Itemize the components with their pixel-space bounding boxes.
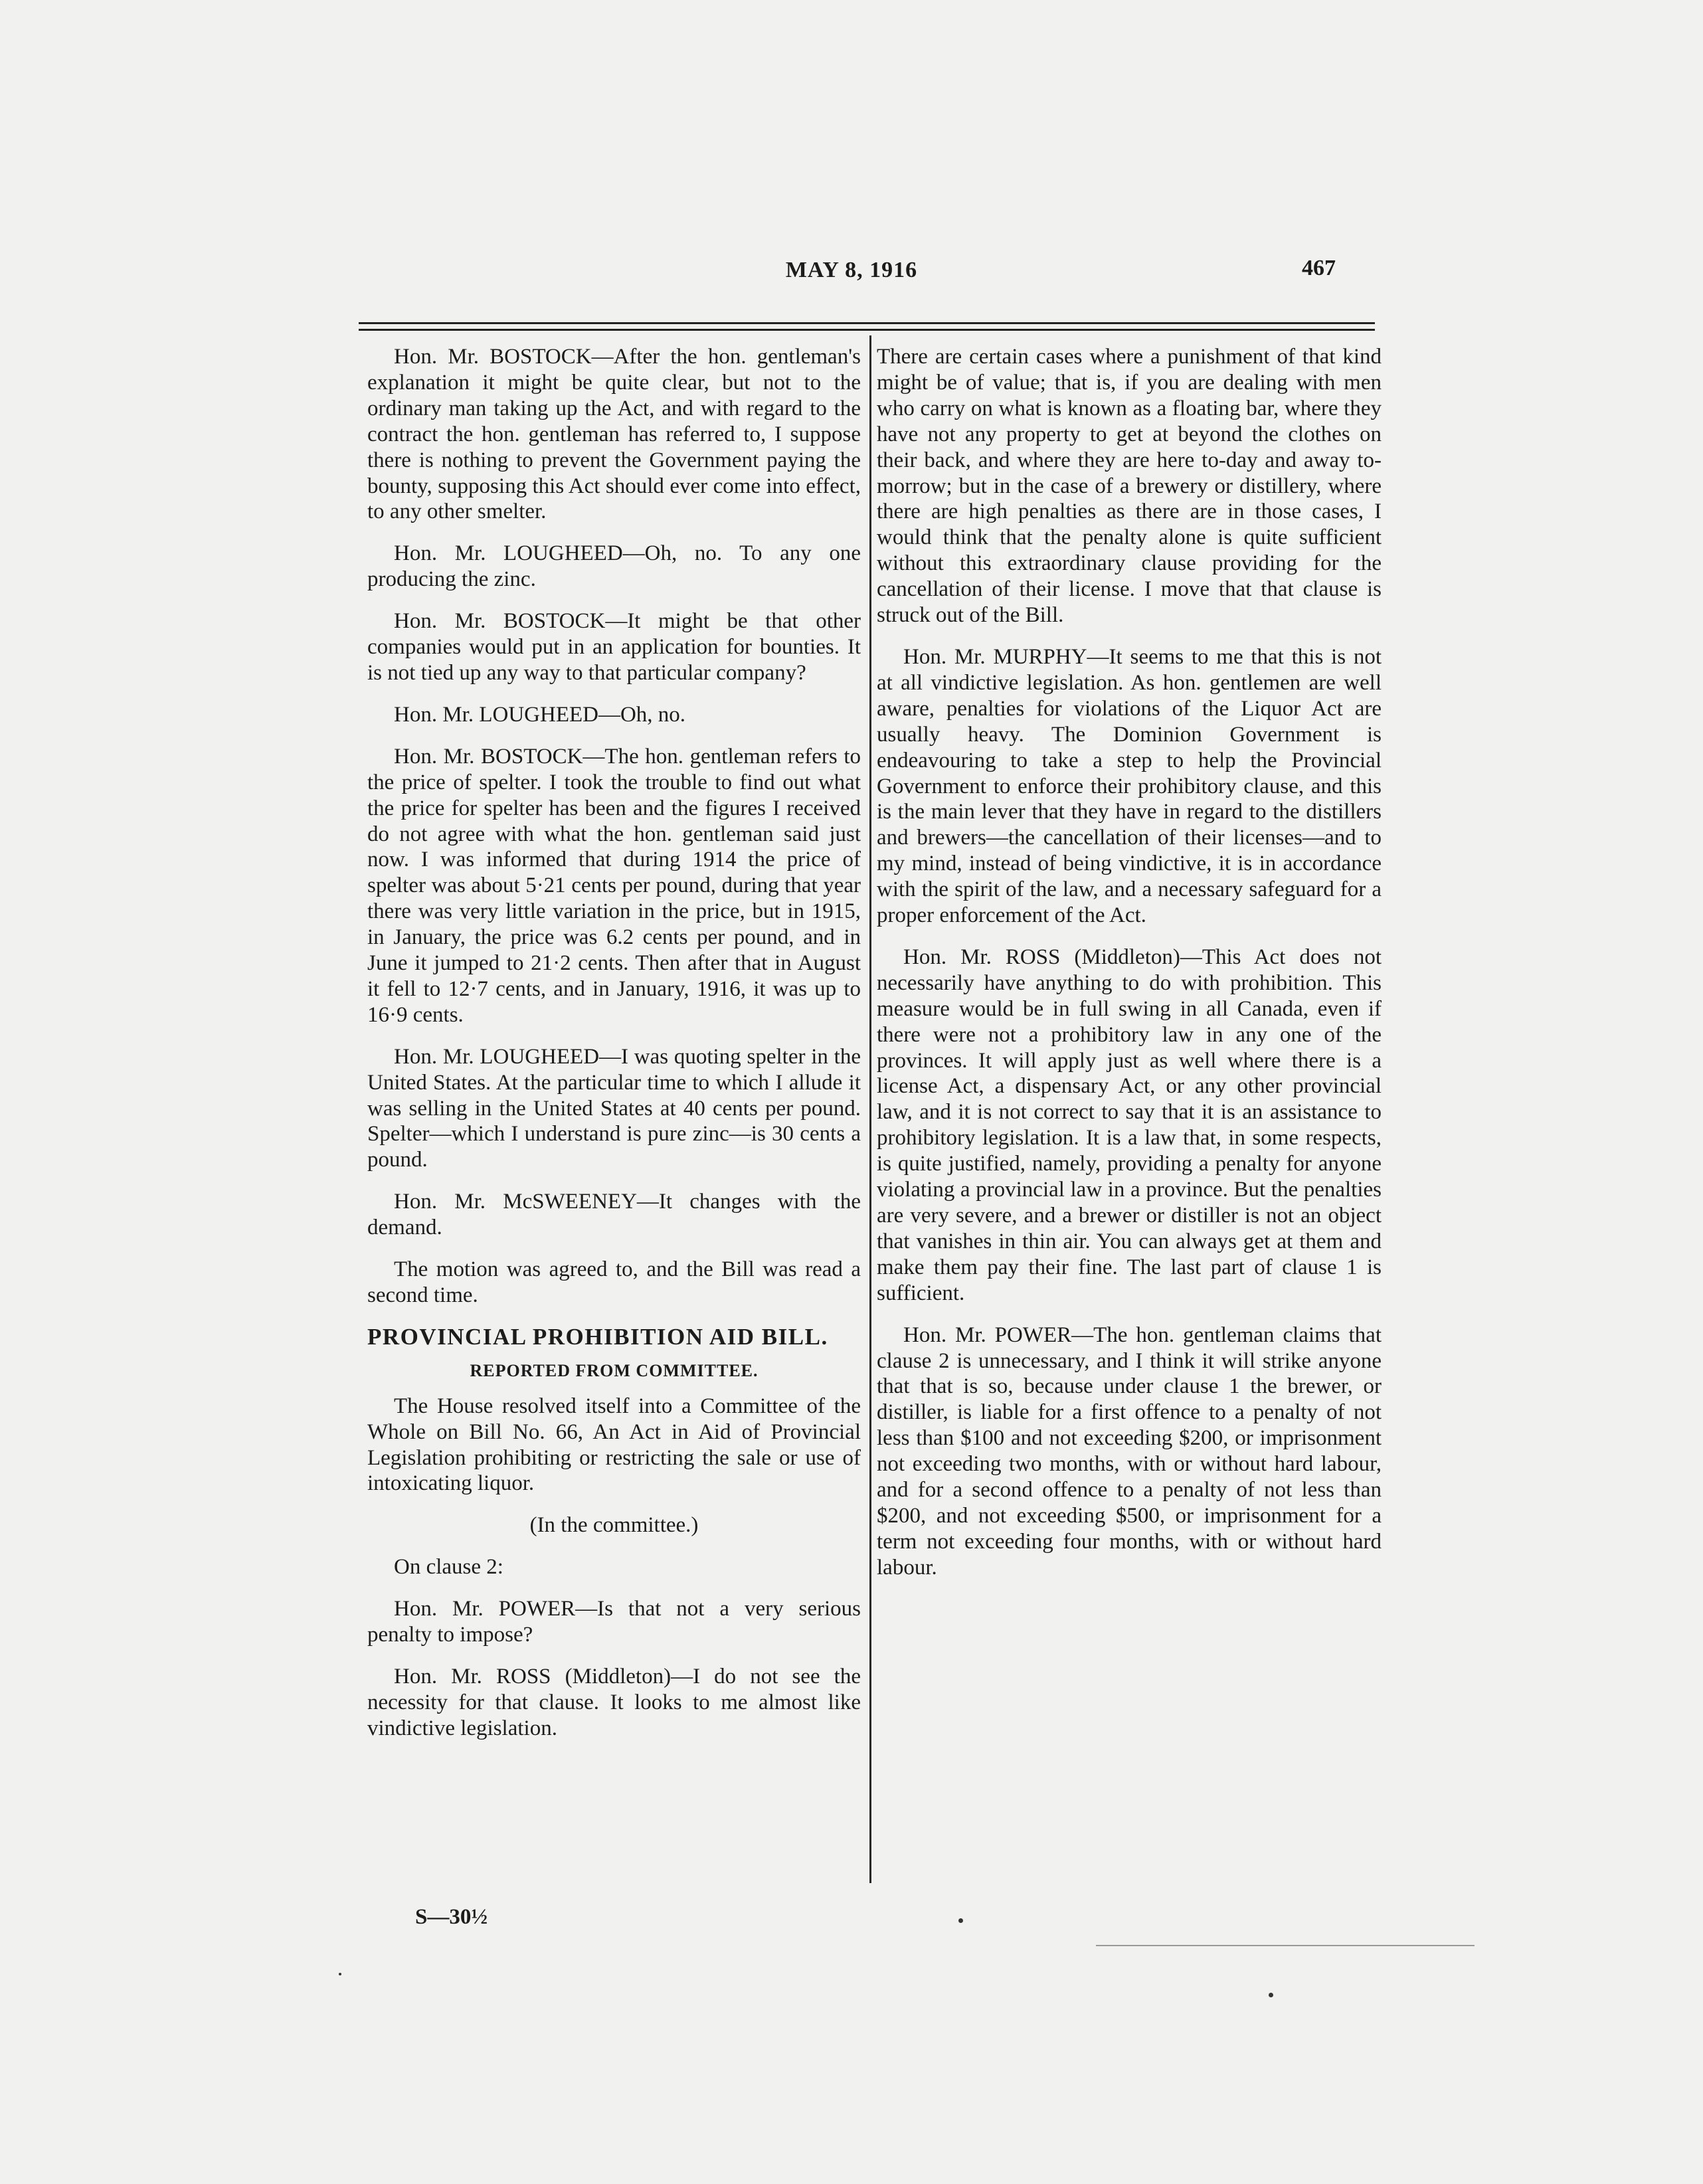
paragraph: Hon. Mr. POWER—Is that not a very serious penalty to impose?: [367, 1597, 861, 1647]
print-speck: [958, 1918, 963, 1923]
paragraph: There are certain cases where a punishment of that kind might be of value; that is, if you are dealing with men who carry on what is known as a floating bar, where they have not any property to get at beyond the clothes on their back, and where they are here to-day and away to-morrow; but in the case of a brewery or distillery, where there are high penalties as there are in those cases, I would think that the penalty alone is quite sufficient without this extraordinary clause providing for the cancellation of their license. I move that that clause is struck out of the Bill.: [877, 345, 1382, 628]
signature-mark: S—30½: [415, 1905, 488, 1929]
paragraph: Hon. Mr. ROSS (Middleton)—I do not see the necessity for that clause. It looks to me almost like vindictive legislation.: [367, 1664, 861, 1740]
paragraph: Hon. Mr. POWER—The hon. gentleman claims that clause 2 is unnecessary, and I think it will strike anyone that that is so, because under clause 1 the brewer, or distiller, is liable for a first offence to a penalty of not less than $100 and not exceeding $200, or imprisonment not exceeding two months, with or without hard labour, and for a second offence to a penalty of not less than $200, and not exceeding $500, or imprisonment for a term not exceeding four months, with or without hard labour.: [877, 1322, 1382, 1580]
left-column: [367, 344, 861, 1758]
header-rule-top: [359, 322, 1375, 324]
print-speck: [339, 1973, 341, 1975]
paragraph: The motion was agreed to, and the Bill was read a second time.: [367, 1257, 861, 1307]
paragraph: Hon. Mr. BOSTOCK—The hon. gentleman refers to the price of spelter. I took the trouble to find out what the price for spelter has been and the figures I received do not agree with what the hon. gentleman said just now. I was informed that during 1914 the price of spelter was about 5·21 cents per pound, during that year there was very little variation in the price, but in 1915, in January, the price was 6.2 cents per pound, and in June it jumped to 21·2 cents. Then after that in August it fell to 12·7 cents, and in January, 1916, it was up to 16·9 cents.: [367, 744, 861, 1027]
section-subheading: REPORTED FROM COMMITTEE.: [470, 1360, 759, 1380]
right-column: [877, 344, 1382, 1597]
paragraph: Hon. Mr. LOUGHEED—I was quoting spelter in the United States. At the particular time to which I allude it was selling in the United States at 40 cents per pound. Spelter—which I understand is pure zinc—is 30 cents a pound.: [367, 1044, 861, 1172]
footer-rule: [1096, 1945, 1475, 1946]
section-heading: PROVINCIAL PROHIBITION AID BILL.: [367, 1323, 828, 1350]
page-date: MAY 8, 1916: [785, 258, 918, 282]
paragraph: Hon. Mr. BOSTOCK—After the hon. gentleman's explanation it might be quite clear, but not to the ordinary man taking up the Act, and with regard to the contract the hon. gentleman has referred to, I suppose there is nothing to prevent the Government paying the bounty, supposing this Act should ever come into effect, to any other smelter.: [367, 345, 861, 524]
paragraph: The House resolved itself into a Committee of the Whole on Bill No. 66, An Act in Aid of Provincial Legislation prohibiting or restricting the sale or use of intoxicating liquor.: [367, 1394, 861, 1496]
committee-note: (In the committee.): [529, 1513, 699, 1538]
paragraph: Hon. Mr. LOUGHEED—Oh, no. To any one producing the zinc.: [367, 541, 861, 592]
paragraph: Hon. Mr. LOUGHEED—Oh, no.: [394, 702, 686, 727]
header-rule-bottom: [359, 329, 1375, 331]
paragraph: Hon. Mr. ROSS (Middleton)—This Act does not necessarily have anything to do with prohibition. This measure would be in full swing in all Canada, even if there were not a prohibitory law in any one of the provinces. It will apply just as well where there is a license Act, a dispensary Act, or any other provincial law, and it is not correct to say that it is an assistance to prohibitory legislation. It is a law that, in some respects, is quite justified, namely, providing a penalty for anyone violating a provincial law in a province. But the penalties are very severe, and a brewer or distiller is not an object that vanishes in thin air. You can always get at them and make them pay their fine. The last part of clause 1 is sufficient.: [877, 945, 1382, 1305]
print-speck: [1269, 1993, 1273, 1997]
column-divider: [869, 335, 871, 1883]
paragraph: On clause 2:: [394, 1555, 503, 1580]
paragraph: Hon. Mr. McSWEENEY—It changes with the demand.: [367, 1190, 861, 1240]
paragraph: Hon. Mr. BOSTOCK—It might be that other companies would put in an application for bounties. It is not tied up any way to that particular company?: [367, 609, 861, 685]
page-number: 467: [1302, 256, 1336, 280]
paragraph: Hon. Mr. MURPHY—It seems to me that this is not at all vindictive legislation. As hon. gentlemen are well aware, penalties for violations of the Liquor Act are usually heavy. The Dominion Government is endeavouring to take a step to help the Provincial Government to enforce their prohibitory clause, and this is the main lever that they have in regard to the distillers and brewers—the cancellation of their licenses—and to my mind, instead of being vindictive, it is in accordance with the spirit of the law, and a necessary safeguard for a proper enforcement of the Act.: [877, 644, 1382, 928]
